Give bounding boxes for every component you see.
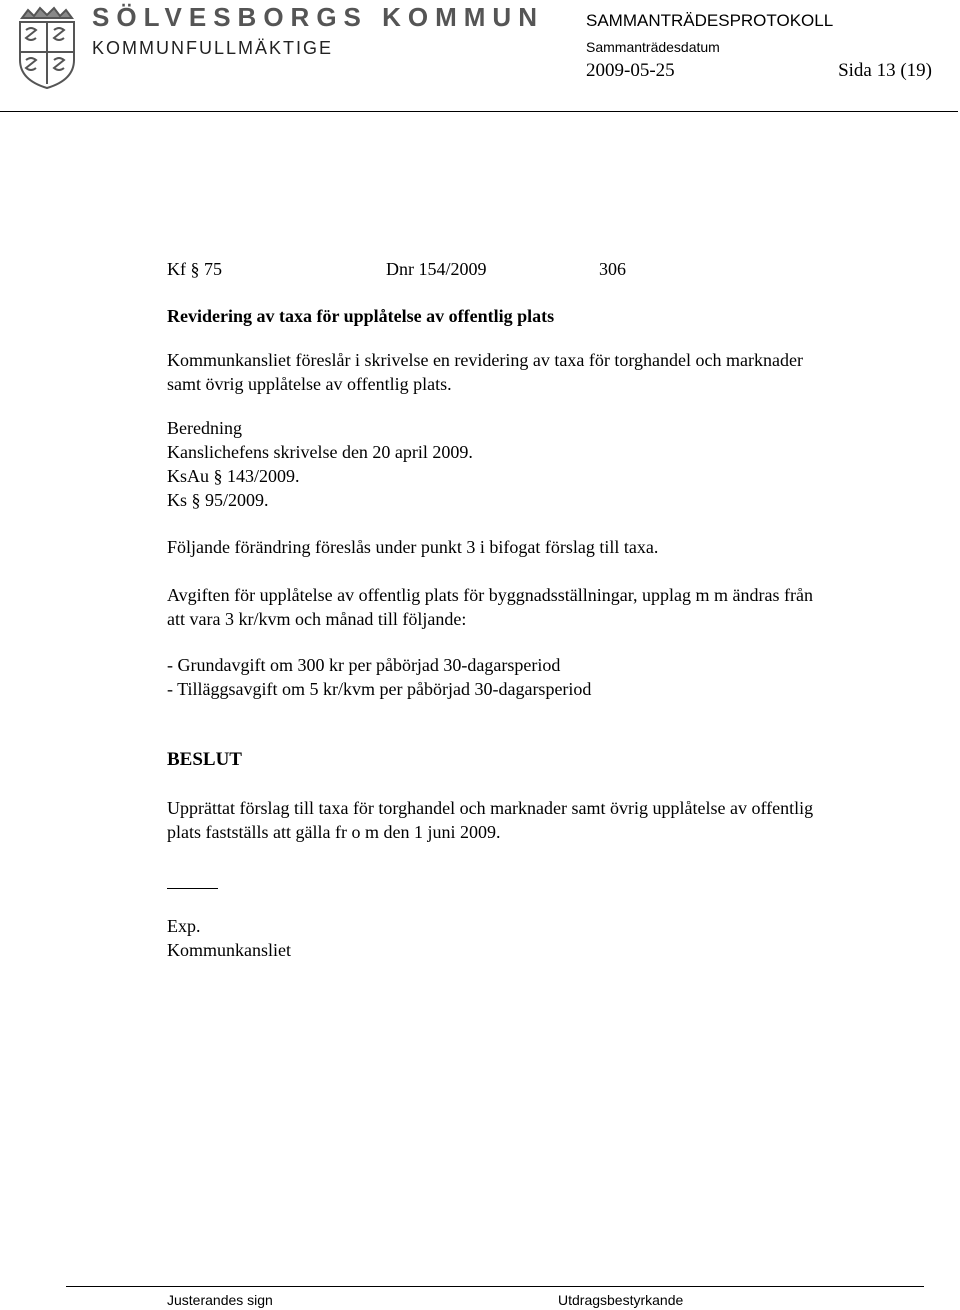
organization-name: SÖLVESBORGS KOMMUN xyxy=(92,2,544,32)
page-number: Sida 13 (19) xyxy=(838,60,932,81)
fee-text-line-2: att vara 3 kr/kvm och månad till följande: xyxy=(167,609,467,629)
beredning-item: Kanslichefens skrivelse den 20 april 2009. xyxy=(167,442,473,462)
case-title: Revidering av taxa för upplåtelse av offentlig plats xyxy=(167,306,555,326)
beredning-heading: Beredning xyxy=(167,418,242,438)
distribution-recipient: Kommunkansliet xyxy=(167,940,291,960)
department-name: KOMMUNFULLMÄKTIGE xyxy=(92,38,334,58)
footer-divider xyxy=(66,1286,924,1287)
case-dnr: Dnr 154/2009 xyxy=(386,259,487,279)
case-kf-number: Kf § 75 xyxy=(167,259,222,279)
change-note: Följande förändring föreslås under punkt 3 i bifogat förslag till taxa. xyxy=(167,537,659,557)
meeting-date-label: Sammanträdesdatum xyxy=(586,39,720,55)
fee-text-line-1: Avgiften för upplåtelse av offentlig plats för byggnadsställningar, upplag m m ändras från xyxy=(167,585,813,605)
meeting-date: 2009-05-25 xyxy=(586,60,675,81)
footer-utdragsbestyrkande: Utdragsbestyrkande xyxy=(558,1292,684,1308)
fee-item: - Tilläggsavgift om 5 kr/kvm per påbörjad 30-dagarsperiod xyxy=(167,679,592,699)
document-type: SAMMANTRÄDESPROTOKOLL xyxy=(586,11,834,30)
municipal-coat-of-arms-icon xyxy=(14,4,80,90)
beredning-item: KsAu § 143/2009. xyxy=(167,466,300,486)
beslut-line-1: Upprättat förslag till taxa för torghandel och marknader samt övrig upplåtelse av offentlig xyxy=(167,798,814,818)
beredning-item: Ks § 95/2009. xyxy=(167,490,269,510)
footer-justerandes-sign: Justerandes sign xyxy=(167,1292,273,1308)
distribution-label: Exp. xyxy=(167,916,201,936)
section-divider xyxy=(167,888,218,889)
header-divider xyxy=(0,111,958,112)
case-code: 306 xyxy=(599,259,626,279)
fee-item: - Grundavgift om 300 kr per påbörjad 30-dagarsperiod xyxy=(167,655,561,675)
intro-line-2: samt övrig upplåtelse av offentlig plats. xyxy=(167,374,452,394)
beslut-heading: BESLUT xyxy=(167,749,242,770)
beslut-line-2: plats fastställs att gälla fr o m den 1 juni 2009. xyxy=(167,822,501,842)
intro-line-1: Kommunkansliet föreslår i skrivelse en revidering av taxa för torghandel och marknader xyxy=(167,350,803,370)
